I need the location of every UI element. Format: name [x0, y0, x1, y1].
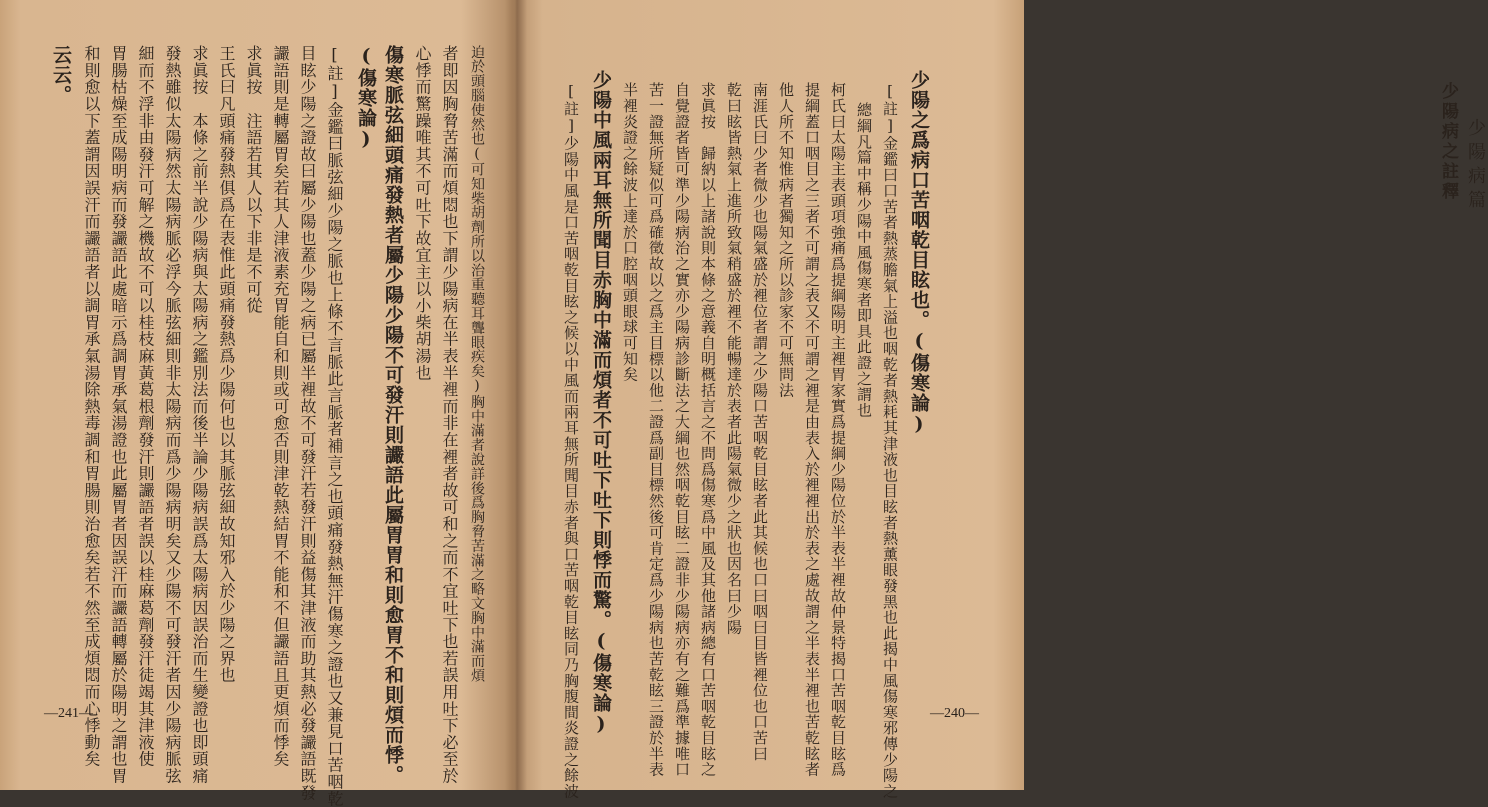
left-text-column: 胃腸枯燥至成陽明病而發讝語此處暗示爲調胃承氣湯證也此屬胃者因誤汗而讝語轉屬於陽明之謂也胃 — [109, 45, 128, 785]
left-text-column: 傷寒脈弦細頭痛發熱者屬少陽少陽不可發汗則讝語此屬胃胃和則愈胃不和則煩而悸。 — [382, 45, 404, 785]
right-text-column: 總綱凡篇中稱少陽中風傷寒者即具此證之謂也 — [855, 102, 873, 418]
left-text-column: 者即因胸脅苦滿而煩悶也下謂少陽病在半表半裡而非在裡者故可和之而不宜吐下也若誤用吐下必至於 — [440, 45, 459, 785]
left-text-column: 求眞按 注語若其人以下非是不可從 — [244, 45, 263, 314]
left-text-column: 發熱雖似太陽病然太陽病脈必浮今脈弦細則非太陽病而爲少陽病明矣又少陽不可發汗者因少陽病脈弦 — [163, 45, 182, 785]
chapter-title: 少陽病篇 — [1465, 118, 1486, 214]
left-text-column: 王氏曰凡頭痛發熱俱爲在表惟此頭痛發熱爲少陽何也以其脈弦細故知邪入於少陽之界也 — [217, 45, 236, 684]
left-text-column: 和則愈以下蓋謂因誤汗而讝語者以調胃承氣湯除熱毒調和胃腸則治愈矣若不然至成煩悶而心悸動矣 — [82, 45, 101, 768]
right-page — [512, 0, 1486, 799]
section-title: 少陽病之註釋 — [1438, 82, 1458, 202]
right-text-column: 自覺證者皆可準少陽病治之實亦少陽病診斷法之大綱也然咽乾目眩二證非少陽病亦有之難爲準據唯口 — [673, 82, 691, 778]
right-text-column: 求眞按 歸納以上諸說則本條之意義自明概括言之不問爲傷寒爲中風及其他諸病總有口苦咽乾目眩之 — [699, 82, 717, 778]
right-text-column: [註]金鑑曰口苦者熱蒸膽氣上溢也咽乾者熱耗其津液也目眩者熱薰眼發黑也此揭中風傷寒邪傳少陽之 — [881, 82, 899, 799]
left-text-column: 心悸而驚躁唯其不可吐下故宜主以小柴胡湯也 — [413, 45, 432, 381]
right-text-column: 乾曰眩皆熱氣上進所致氣稍盛於裡不能暢達於表者此陽氣微少之狀也因名曰少陽 — [725, 82, 743, 635]
right-text-column: 南涯氏曰少者微少也陽氣盛於裡位者謂之少陽口苦咽乾目眩者此其候也口曰咽曰目皆裡位也口苦曰 — [751, 82, 769, 762]
left-text-column: 細而不浮非由發汗可解之機故不可以桂枝麻黃葛根劑發汗則讝語者誤以桂麻葛劑發汗徒竭其津液使 — [136, 45, 155, 768]
right-text-column: 柯氏曰太陽主表頭項強痛爲提綱陽明主裡胃家實爲提綱少陽位於半表半裡故仲景特揭口苦咽乾目眩爲 — [829, 82, 847, 778]
left-text-column: [註]金鑑曰脈弦細少陽之脈也上條不言脈此言脈者補言之也頭痛發熱無汗傷寒之證也又兼見口苦咽乾 — [325, 45, 344, 807]
left-text-column: 云云。 — [50, 45, 72, 105]
right-text-column: 提綱蓋口咽目之三者不可謂之表又不可謂之裡是由表入於裡裡出於表之處故謂之半表半裡也苦乾眩者 — [803, 82, 821, 778]
left-text-column: 目眩少陽之證故曰屬少陽也蓋少陽之病已屬半裡故不可發汗若發汗則益傷其津液而助其熱必發讝語既發 — [298, 45, 317, 801]
right-text-column: 他人所不知惟病者獨知之所以診家不可無問法 — [777, 82, 795, 398]
left-text-column: 讝語則是轉屬胃矣若其人津液素充胃能自和則或可愈否則津乾熱結胃不能和不但讝語且更煩而悸矣 — [271, 45, 290, 768]
left-text-column: 求眞按 本條之前半說少陽病與太陽病之鑑別法而後半論少陽病誤爲太陽病因誤治而生變證也即頭痛 — [190, 45, 209, 785]
left-text-column: 迫於頭腦使然也(可知柴胡劑所以治重聽耳聾眼疾矣)胸中滿者說詳後爲胸脅苦滿之略文胸中滿而煩 — [469, 45, 485, 683]
right-text-column: 少陽之爲病口苦咽乾目眩也。(傷寒論) — [908, 70, 930, 436]
left-text-column: (傷寒論) — [355, 45, 377, 151]
left-page — [0, 0, 512, 807]
right-text-column: 苦一證無所疑似可爲確徵故以之爲主目標以他二證爲副目標然後可肯定爲少陽病也苦乾眩三證於半表 — [647, 82, 665, 778]
left-page-number: —241— — [44, 706, 93, 721]
right-text-column: [註]少陽中風是口苦咽乾目眩之候以中風而兩耳無所聞目赤者與口苦咽乾目眩同乃胸腹間炎證之餘波 — [562, 82, 580, 799]
right-text-column: 少陽中風兩耳無所聞目赤胸中滿而煩者不可吐下吐下則悸而驚。(傷寒論) — [590, 70, 612, 736]
right-page-number: —240— — [930, 706, 979, 721]
right-text-column: 半裡炎證之餘波上達於口腔咽頭眼球可知矣 — [621, 82, 639, 383]
